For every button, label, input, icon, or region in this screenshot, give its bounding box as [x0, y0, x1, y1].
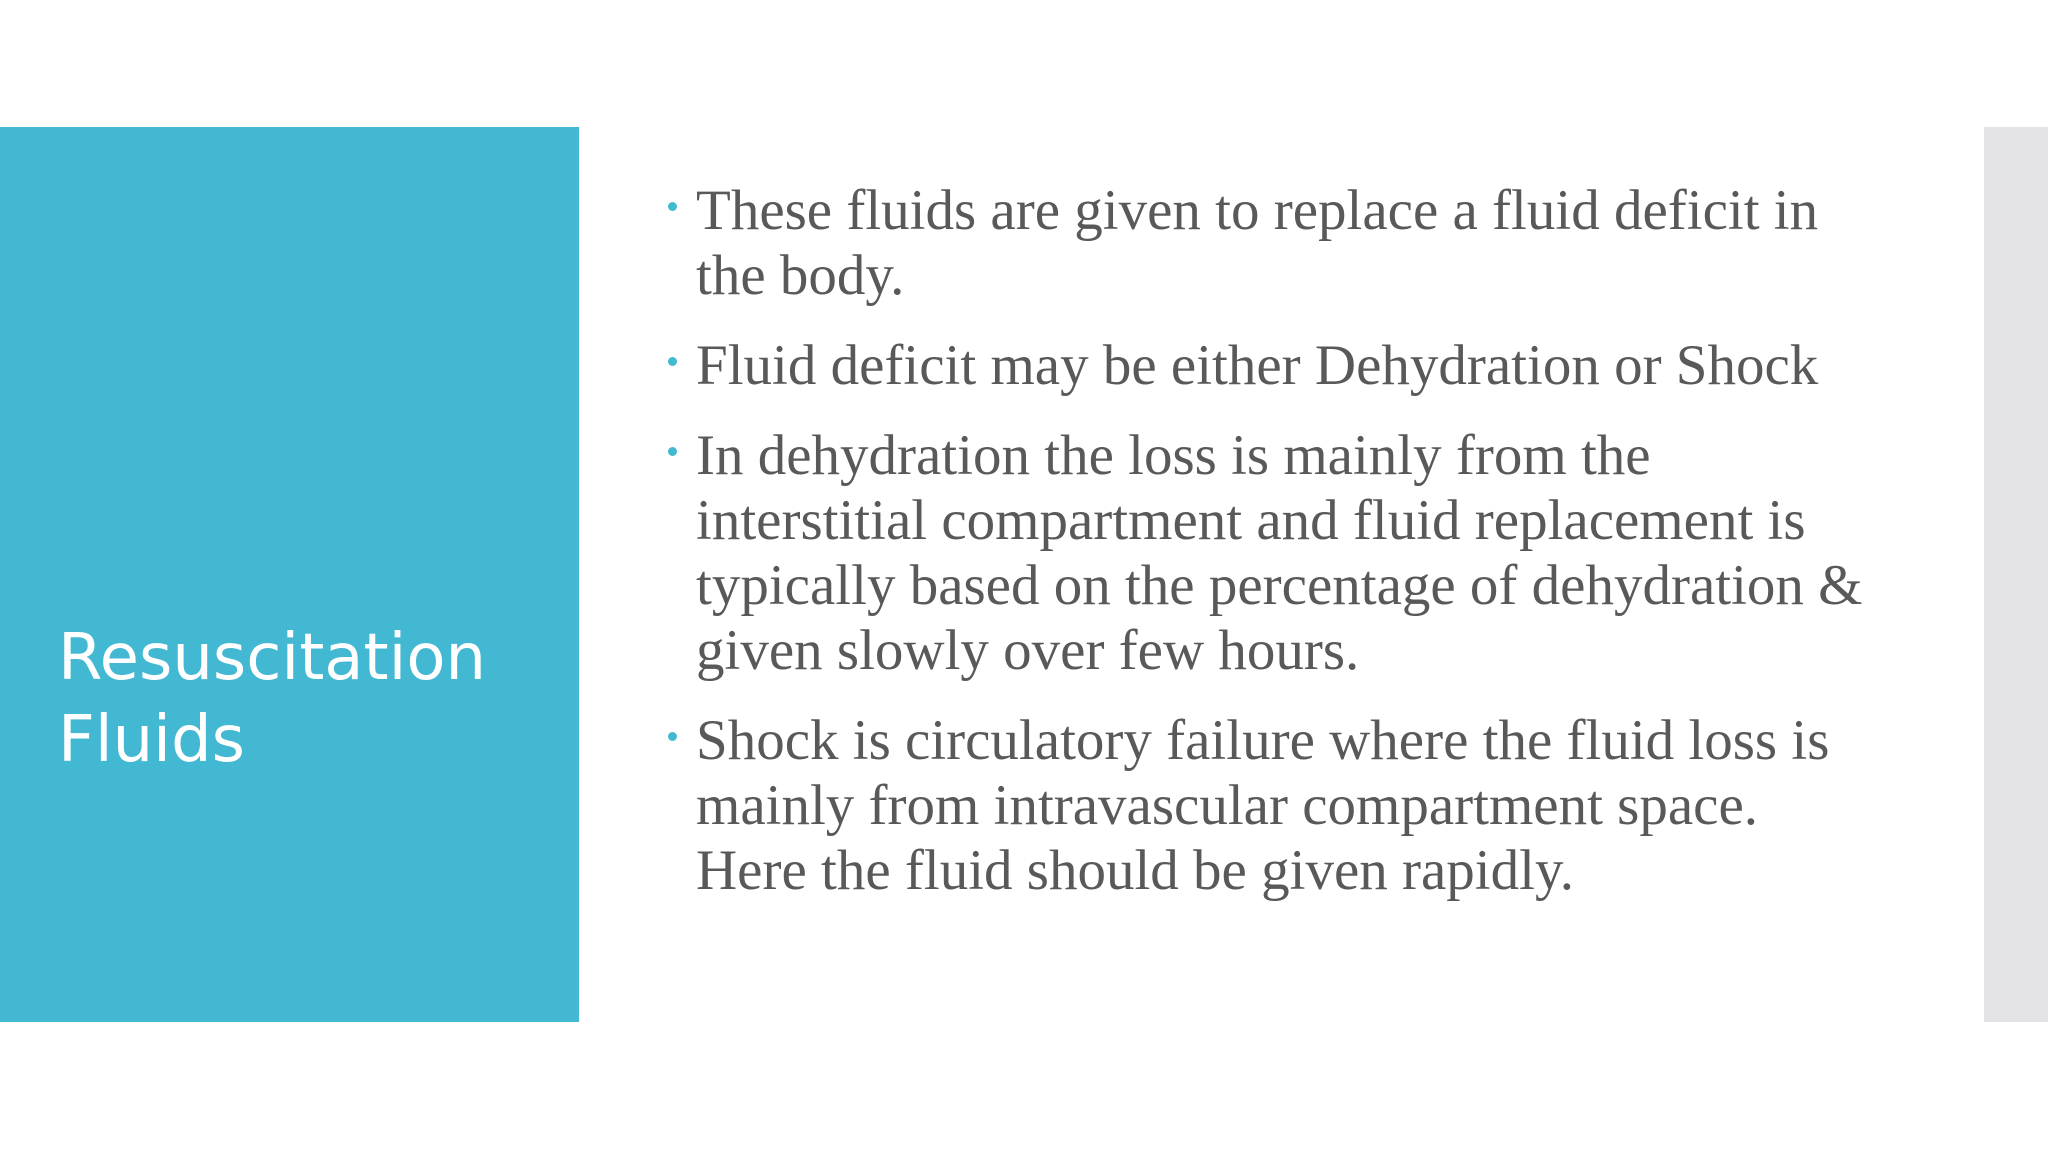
bullet-text: Fluid deficit may be either Dehydration or Shock: [696, 334, 1819, 397]
bullet-point-icon: [668, 202, 677, 211]
side-strip: [1984, 127, 2048, 1022]
title-panel: [0, 127, 579, 1022]
bullet-item: [668, 423, 1878, 683]
slide-title: Resuscitation Fluids: [58, 621, 487, 777]
bullet-point-icon: [668, 447, 677, 456]
bullet-text: In dehydration the loss is mainly from the interstitial compartment and fluid replacement is typically based on the percentage of dehydration & given slowly over few hours.: [696, 424, 1863, 682]
bullet-item: [668, 708, 1878, 903]
bullet-item: [668, 178, 1878, 308]
bullet-item: [668, 333, 1878, 398]
bullet-list: [668, 178, 1878, 928]
bullet-point-icon: [668, 357, 677, 366]
bullet-text: Shock is circulatory failure where the fluid loss is mainly from intravascular compartment space. Here the fluid should be given rapidly.: [696, 709, 1830, 902]
bullet-point-icon: [668, 732, 677, 741]
bullet-text: These fluids are given to replace a fluid deficit in the body.: [696, 179, 1819, 307]
